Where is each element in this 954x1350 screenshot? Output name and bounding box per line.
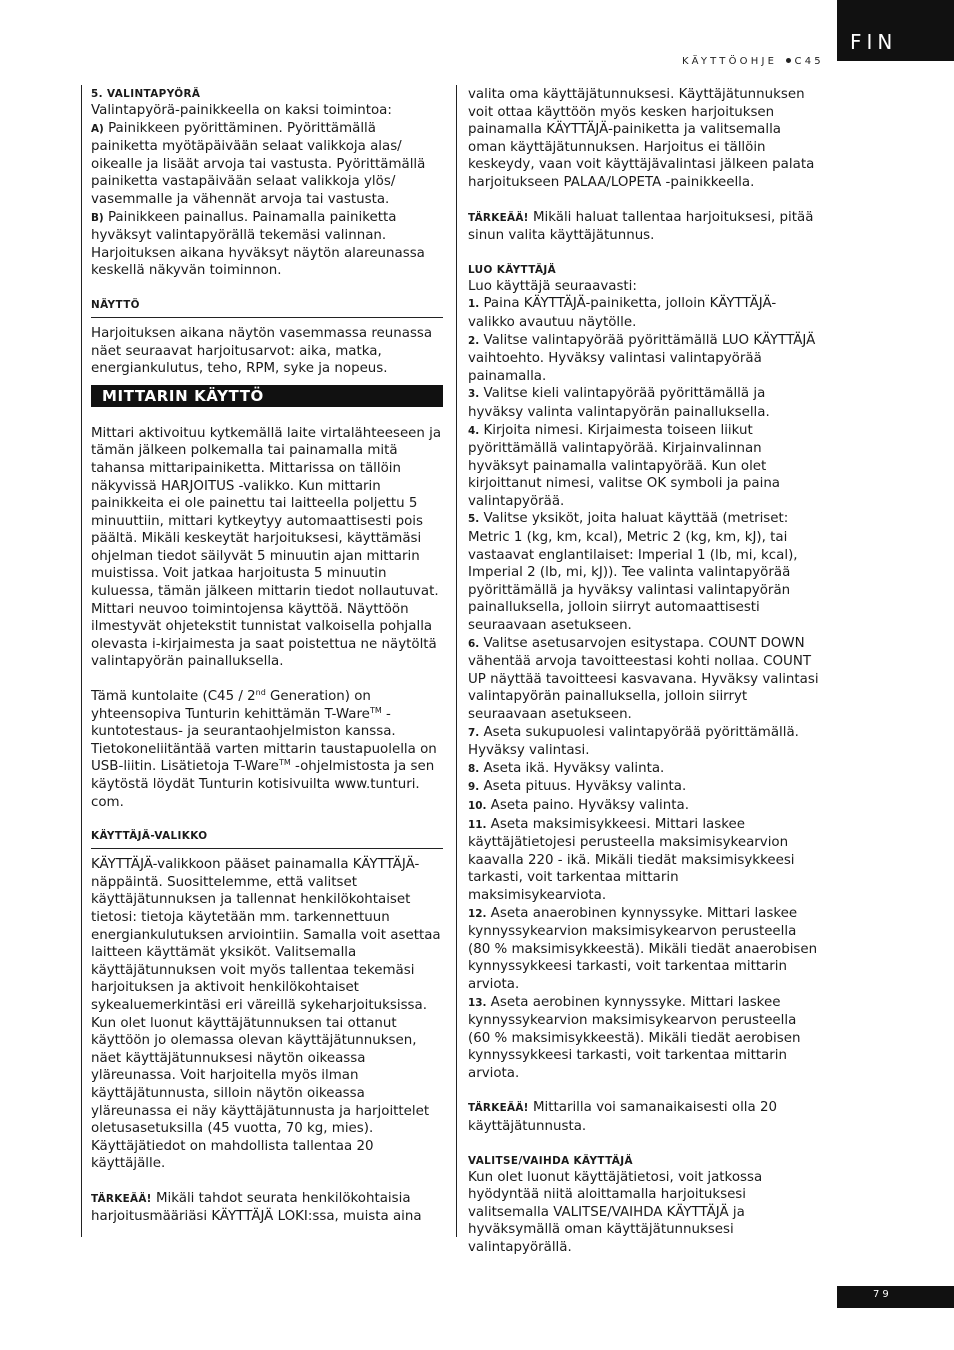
important-note-left [91,1190,443,1226]
create-user-intro: Luo käyttäjä seuraavasti: [468,278,637,294]
important-label: TÄRKEÄÄ! [91,1192,152,1205]
item-a-text: Painikkeen pyörittäminen. Pyörittämällä painiketta myötäpäivään selaat valikkoja alas/ oikealle ja lisäät arvoja tai vastusta. Pyörittämällä painiketta vastapäivään selaat valikkoja ylös/ vasemmalle ja vähennät arvoja tai vastusta. [91,120,426,207]
step-number: 9. [468,781,480,794]
important-text: Mikäli haluat tallentaa harjoituksesi, pitää sinun valita käyttäjätunnus. [468,209,814,244]
create-user-steps [468,295,820,1082]
create-user-step [468,422,820,511]
step-number: 10. [468,799,487,812]
bullet-dot-icon [786,58,791,63]
create-user-step [468,797,820,816]
important-text: Mittarilla voi samanaikaisesti olla 20 käyttäjätunnusta. [468,1100,778,1135]
section-5-heading: 5. VALINTAPYÖRÄ [91,88,201,100]
running-header [682,56,824,67]
create-user-step [468,778,820,797]
section-5-item-b [91,209,443,280]
right-column [468,86,820,1257]
important-label: TÄRKEÄÄ! [468,1102,529,1115]
step-number: 5. [468,513,480,526]
step-number: 2. [468,334,480,347]
user-menu-text: KÄYTTÄJÄ-valikkoon pääset painamalla KÄYTTÄJÄ-näppäintä. Suosittelemme, että valitset käyttäjätunnuksen ja tallennat henkilökohtaiset tietosi: tietoja käytetään mm. tarkennettuun energiankulutuksen arviointiin. Samalla voit asettaa laitteen käyttämät yksiköt. Valitsemalla käyttäjätunnuksen voit myös tallentaa tekemäsi harjoituksen ja aktivoit henkilökohtaiset sykealuemerkintäsi eri väreillä sykeharjoituksissa. Kun olet luonut käyttäjätunnuksen tai ottanut käyttöön jo olemassa olevan käyttäjätunnuksen, näet käyttäjätunnuksesi näytön oikeassa yläreunassa. Voit harjoitella myös ilman käyttäjätunnusta, silloin näytön oikeassa yläreunassa ei näy käyttäjätunnusta ja harjoittelet oletusasetuksilla (45 vuotta, 70 kg, mies). Käyttäjätiedot on mahdollista tallentaa 20 käyttäjälle. [91,857,441,1172]
create-user-step [468,816,820,905]
language-tab: FIN [837,0,954,61]
create-user-step [468,332,820,386]
step-number: 1. [468,298,480,311]
display-text: Harjoituksen aikana näytön vasemmassa reunassa näet seuraavat harjoitusarvot: aika, matka, energiankulutus, teho, RPM, syke ja nopeus. [91,325,433,377]
section-5-item-a [91,120,443,209]
important-note-2 [468,1099,820,1135]
step-number: 6. [468,637,480,650]
step-number: 11. [468,818,487,831]
step-text: Paina KÄYTTÄJÄ-painiketta, jolloin KÄYTTÄJÄ-valikko avautuu näytölle. [468,296,777,330]
create-user-step [468,760,820,779]
model-name: C45 [794,56,824,67]
manual-title: KÄYTTÖOHJE [682,56,778,67]
important-text: Mikäli tahdot seurata henkilökohtaisia harjoitusmääriäsi KÄYTTÄJÄ LOKI:ssa, muista aina [91,1190,422,1225]
create-user-step [468,385,820,421]
create-user-step [468,994,820,1083]
step-text: Valitse valintapyörää pyörittämällä LUO KÄYTTÄJÄ vaihtoehto. Hyväksy valintasi valintapyörää painamalla. [468,332,816,384]
step-text: Aseta ikä. Hyväksy valinta. [479,760,665,776]
user-menu-heading: KÄYTTÄJÄ-VALIKKO [91,828,443,849]
step-number: 7. [468,726,480,739]
step-text: Valitse asetusarvojen esitystapa. COUNT DOWN vähentää arvoja tavoitteestasi kohti nollaa. COUNT UP näyttää tavoitteesi kasvavana. Hyväksy valintasi valintapyörän painalluksella, jolloin siirryt seuraavaan asetukseen. [468,635,819,722]
section-5-intro: Valintapyörä-painikkeella on kaksi toimintoa: [91,103,392,118]
step-text: Kirjoita nimesi. Kirjaimesta toiseen liikut pyörittämällä valintapyörää. Kirjainvalinnan hyväksyt painamalla valintapyörää. Kun olet kirjoittanut nimesi, valitse OK symboli ja paina valintapyörää. [468,422,781,509]
create-user-step [468,905,820,994]
create-user-step [468,510,820,634]
step-number: 13. [468,996,487,1009]
compatibility-text: Tämä kuntolaite (C45 / 2nd Generation) on yhteensopiva Tunturin kehittämän T-Ware™ -kuntotestaus- ja seurantaohjelmiston kanssa. Tietokoneliitäntää varten mittarin taustapuolella on USB-liitin. Lisätietoja T-Ware™ -ohjelmistosta ja sen käytöstä löydät Tunturin kotisivuilta www.tunturi. com. [91,688,437,810]
continued-text: valita oma käyttäjätunnuksesi. Käyttäjätunnuksen voit ottaa käyttöön myös kesken harjoituksen painamalla KÄYTTÄJÄ-painiketta ja valitsemalla oman käyttäjätunnuksen. Harjoitus ei tällöin keskeydy, vaan voit käyttäjävalintasi jälkeen palata harjoitukseen PALAA/LOPETA -painikkeella. [468,87,815,190]
item-b-label: B) [91,211,104,224]
item-a-label: A) [91,122,104,135]
create-user-step [468,295,820,331]
step-text: Aseta maksimisykkeesi. Mittari laskee käyttäjätietojesi perusteella maksimisykearvion kaavalla 220 - ikä. Mikäli tiedät maksimisykkeesi tarkasti, voit tarkentaa mittarin maksimisykearviota. [468,816,795,903]
page-number: 79 [837,1286,954,1308]
select-user-text: Kun olet luonut käyttäjätietosi, voit jatkossa hyödyntää niitä aloittamalla harjoituksesi valitsemalla VALITSE/VAIHDA KÄYTTÄJÄ ja hyväksymällä oman käyttäjätunnuksesi valintapyörällä. [468,1169,763,1256]
step-text: Aseta sukupuolesi valintapyörää pyörittämällä. Hyväksy valintasi. [468,724,799,759]
select-user-heading: VALITSE/VAIHDA KÄYTTÄJÄ [468,1154,633,1167]
step-text: Aseta pituus. Hyväksy valinta. [479,779,687,795]
step-text: Aseta anaerobinen kynnyssyke. Mittari laskee kynnyssykearvion maksimisykearvon perusteella (80 % maksimisykkeestä). Mikäli tiedät anaerobisen kynnyssykkeesi tarkasti, voit tarkentaa mittarin arviota. [468,905,818,992]
item-b-text: Painikkeen painallus. Painamalla painiketta hyväksyt valintapyörällä tekemäsi valinnan. Harjoituksen aikana hyväksyt näytön alareunassa keskellä näkyvän toiminnon. [91,209,425,279]
step-text: Aseta aerobinen kynnyssyke. Mittari laskee kynnyssykearvion maksimisykearvon perusteella (60 % maksimisykkeestä). Mikäli tiedät aerobisen kynnyssykkeesi tarkasti, voit tarkentaa mittarin arviota. [468,994,801,1081]
create-user-step [468,635,820,724]
usage-text: Mittari aktivoituu kytkemällä laite virtalähteeseen ja tämän jälkeen polkemalla tai painamalla mitä tahansa mittaripainiketta. Mittarissa on tällöin näkyvissä HARJOITUS -valikko. Kun mittarin painikkeita ei ole painettu tai laitteella poljettu 5 minuuttiin, mittari kytkeytyy automaattisesti pois päältä. Mikäli keskeytät harjoituksesi, käyttämäsi ohjelman tiedot säilyvät 5 minuutin ajan mittarin muistissa. Voit jatkaa harjoitusta 5 minuutin kuluessa, tämän jälkeen mittarin tiedot nollautuvat. Mittari neuvoo toimintojensa käyttöä. Näyttöön ilmestyvät ohjetekstit tunnistat valkoisella pohjalla olevasta i-kirjaimesta ja saat poistettua ne näytöltä valintapyörän painalluksella. [91,425,442,670]
create-user-step [468,724,820,760]
step-number: 3. [468,388,480,401]
step-number: 4. [468,424,480,437]
column-divider-left [81,85,82,1237]
step-text: Valitse kieli valintapyörää pyörittämällä ja hyväksy valinta valintapyörän painalluksella. [468,386,770,420]
create-user-heading: LUO KÄYTTÄJÄ [468,263,557,276]
important-note-1 [468,209,820,245]
step-text: Valitse yksiköt, joita haluat käyttää (metriset: Metric 1 (kg, km, kcal), Metric 2 (kg, km, kJ), tai vastaavat englantilaiset: Imperial 1 (lb, mi, kcal), Imperial 2 (lb, mi, kJ)). Tee valinta valintapyörää pyörittämällä ja hyväksy valintasi valintapyörän painalluksella, jolloin siirryt automaattisesti seuraavaan asetukseen. [468,511,798,634]
step-text: Aseta paino. Hyväksy valinta. [486,797,689,813]
display-heading: NÄYTTÖ [91,297,443,318]
important-label: TÄRKEÄÄ! [468,211,529,224]
step-number: 12. [468,907,487,920]
left-column [91,86,443,1226]
section-title-bar: MITTARIN KÄYTTÖ [91,385,443,407]
column-divider-middle [456,85,457,1237]
step-number: 8. [468,762,480,775]
